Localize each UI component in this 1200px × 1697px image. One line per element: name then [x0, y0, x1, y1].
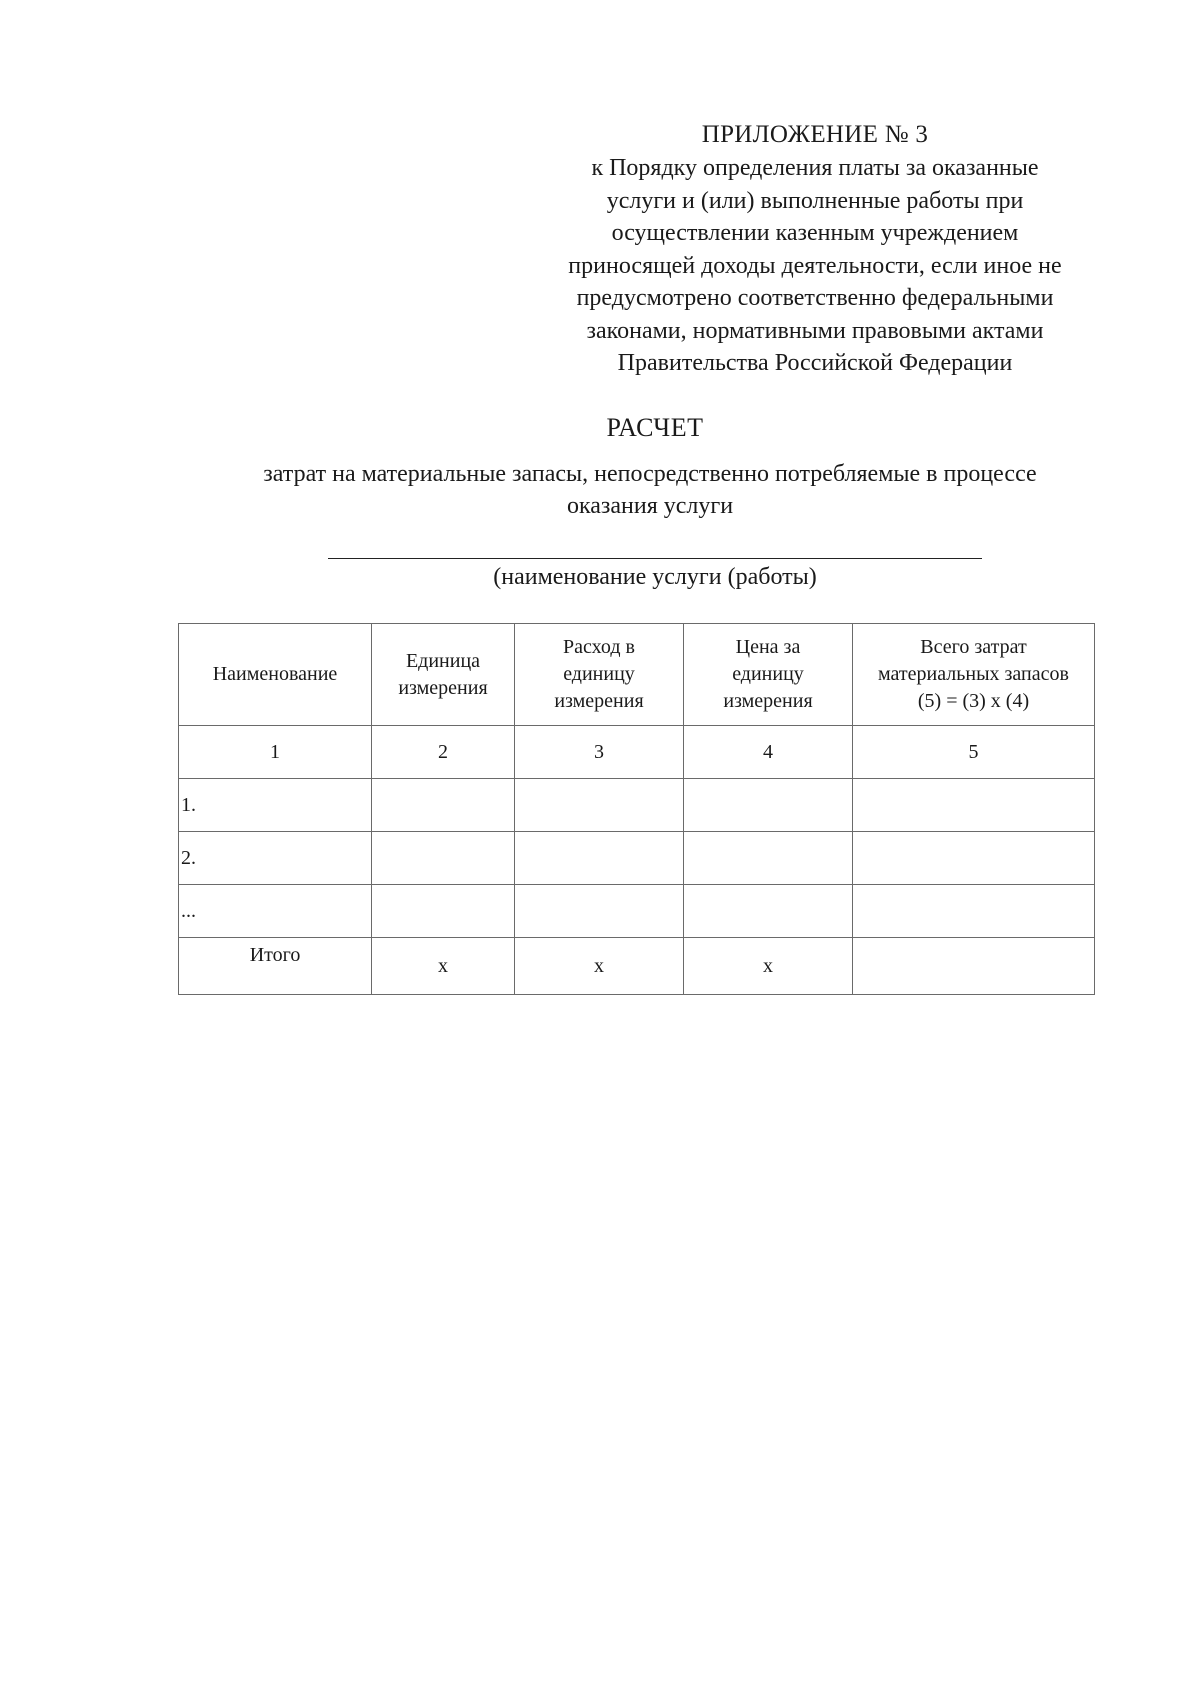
column-number: 2: [372, 726, 515, 779]
column-number: 3: [515, 726, 684, 779]
table-cell: [515, 885, 684, 938]
header-consumption: Расход в единицу измерения: [554, 636, 644, 712]
appendix-line: Правительства Российской Федерации: [617, 350, 1013, 376]
table-cell: [372, 832, 515, 885]
appendix-line: приносящей доходы деятельности, если иное не: [568, 252, 1062, 279]
total-cell: [853, 938, 1095, 995]
service-name-caption: (наименование услуги (работы): [493, 564, 817, 590]
header-cell: [853, 624, 1095, 726]
appendix-block: [530, 118, 1100, 380]
column-number: 1: [179, 726, 372, 779]
total-label: Итого: [179, 938, 372, 995]
materials-cost-table: [178, 623, 1095, 995]
document-subtitle: [190, 458, 1110, 522]
header-total: Всего затрат материальных запасов (5) = (3) х (4): [878, 636, 1069, 712]
table-cell: [515, 832, 684, 885]
header-name: Наименование: [212, 663, 338, 685]
total-cell: х: [515, 938, 684, 995]
header-cell: [515, 624, 684, 726]
document-title: РАСЧЕТ: [606, 413, 704, 442]
table-cell: [853, 832, 1095, 885]
table-cell: ...: [179, 885, 372, 938]
table-cell: [684, 885, 853, 938]
header-cell: [179, 624, 372, 726]
table-header-row: [179, 624, 1095, 726]
appendix-line: к Порядку определения платы за оказанные: [591, 155, 1039, 181]
column-number: 4: [684, 726, 853, 779]
appendix-title: ПРИЛОЖЕНИЕ № 3: [701, 121, 929, 148]
subtitle-line: оказания услуги: [566, 493, 734, 519]
appendix-line: предусмотрено соответственно федеральными: [576, 285, 1054, 311]
table-cell: 2.: [179, 832, 372, 885]
table-cell: [853, 885, 1095, 938]
table-cell: 1.: [179, 779, 372, 832]
service-name-blank-line: [328, 558, 982, 559]
table-row: [179, 832, 1095, 885]
table-row: [179, 885, 1095, 938]
column-number: 5: [853, 726, 1095, 779]
appendix-line: законами, нормативными правовыми актами: [586, 317, 1044, 344]
table-cell: [372, 779, 515, 832]
header-price: Цена за единицу измерения: [723, 636, 813, 712]
appendix-line: услуги и (или) выполненные работы при: [606, 187, 1024, 214]
total-row: [179, 938, 1095, 995]
table-cell: [684, 832, 853, 885]
table-cell: [372, 885, 515, 938]
header-cell: [684, 624, 853, 726]
column-number-row: [179, 726, 1095, 779]
header-cell: [372, 624, 515, 726]
table-cell: [853, 779, 1095, 832]
appendix-line: осуществлении казенным учреждением: [611, 220, 1019, 246]
table-cell: [515, 779, 684, 832]
total-cell: х: [372, 938, 515, 995]
subtitle-line: затрат на материальные запасы, непосредственно потребляемые в процессе: [263, 461, 1037, 487]
total-cell: х: [684, 938, 853, 995]
header-unit: Единица измерения: [398, 649, 488, 699]
table-row: [179, 779, 1095, 832]
table-cell: [684, 779, 853, 832]
